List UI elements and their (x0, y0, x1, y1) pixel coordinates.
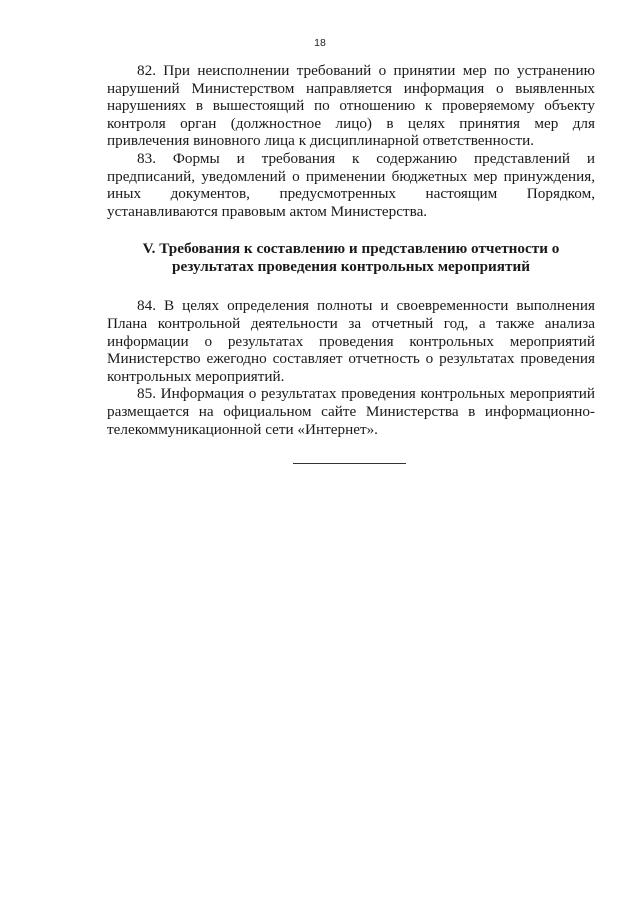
paragraph-84: 84. В целях определения полноты и своевременности выполнения Плана контрольной деятельности за отчетный год, а также анализа информации о результатах проведения контрольных мероприятий Министерство ежегодно составляет отчетность о результатах проведения контрольных мероприятий. (107, 297, 595, 385)
paragraph-82: 82. При неисполнении требований о принятии мер по устранению нарушений Министерством направляется информация о выявленных нарушениях в вышестоящий по отношению к проверяемому объекту контроля орган (должностное лицо) в целях принятия мер для привлечения виновного лица к дисциплинарной ответственности. (107, 62, 595, 150)
section-heading (107, 240, 595, 276)
paragraph-83: 83. Формы и требования к содержанию представлений и предписаний, уведомлений о применении бюджетных мер принуждения, иных документов, предусмотренных настоящим Порядком, устанавливаются правовым актом Министерства. (107, 149, 595, 220)
section-heading-line-1: V. Требования к составлению и представлению отчетности о (142, 240, 560, 258)
end-of-document-rule (293, 463, 406, 464)
paragraph-85: 85. Информация о результатах проведения контрольных мероприятий размещается на официальном сайте Министерства в информационно-телекоммуникационной сети «Интернет». (107, 385, 595, 438)
document-body (107, 62, 595, 438)
section-heading-line-2: результатах проведения контрольных мероприятий (172, 258, 530, 276)
page-number: 18 (314, 37, 326, 49)
